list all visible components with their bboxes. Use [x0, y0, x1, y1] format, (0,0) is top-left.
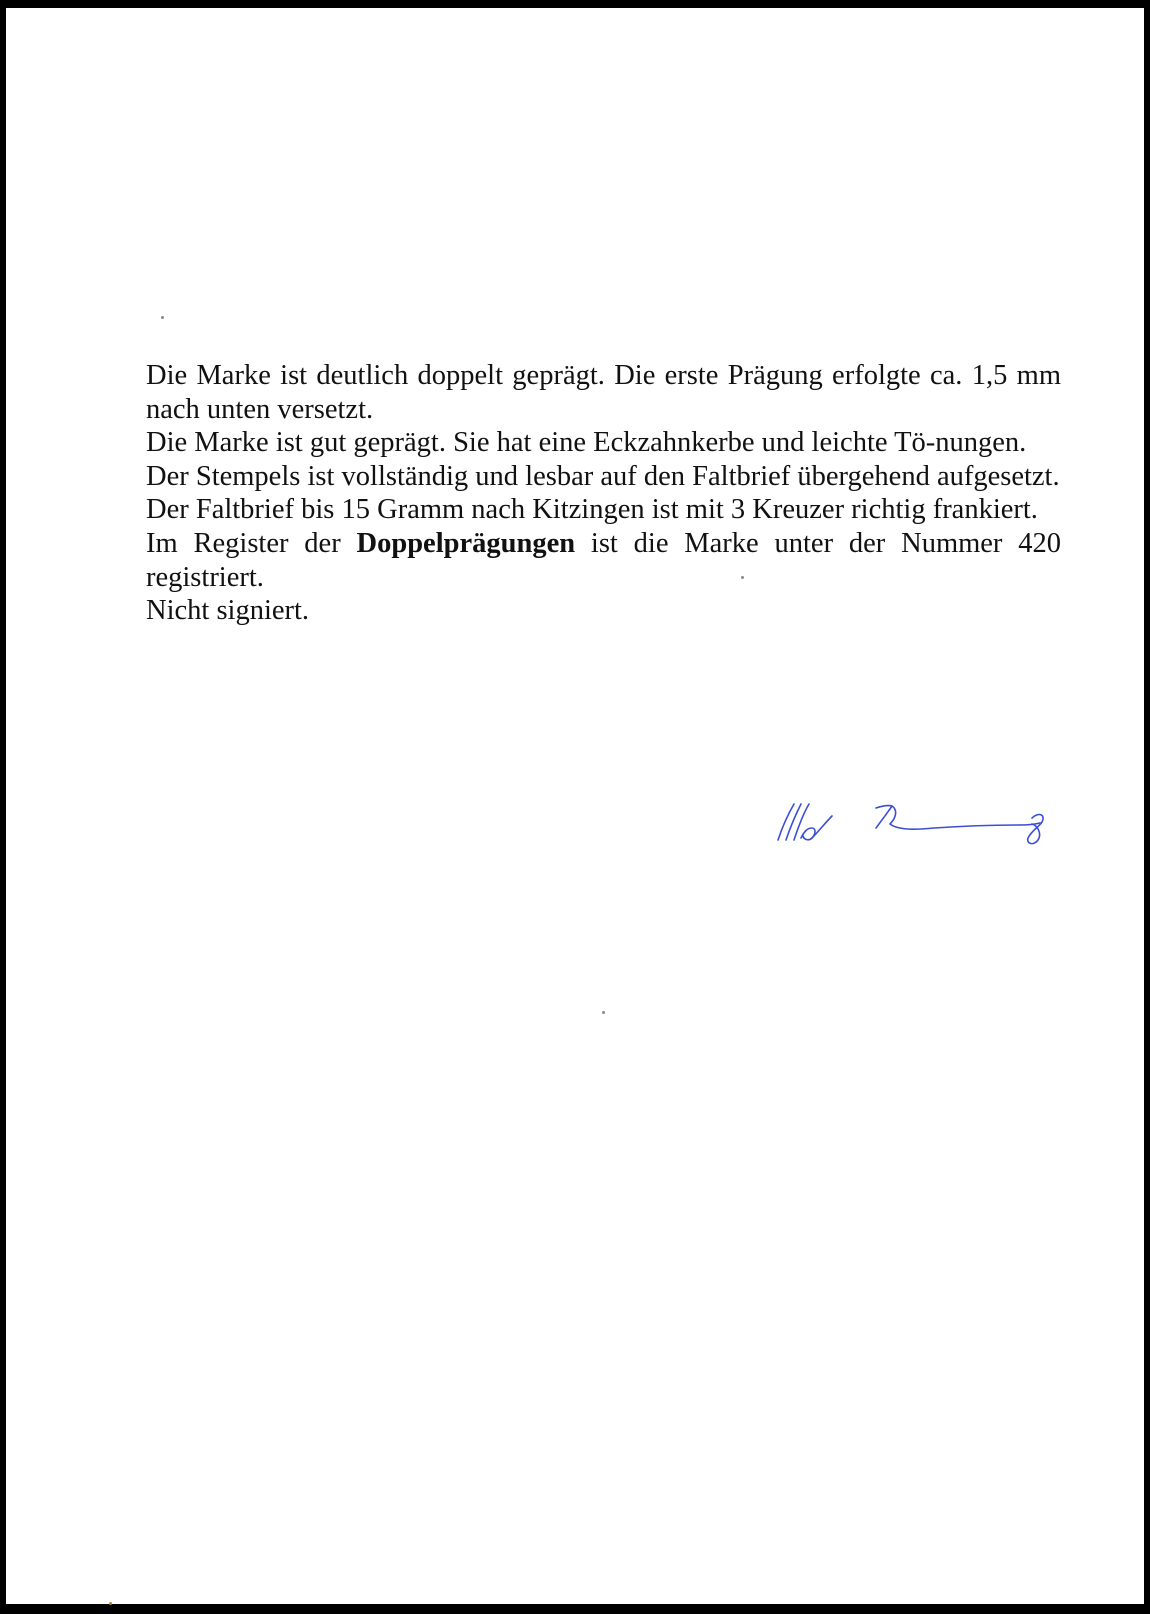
document-body	[146, 359, 1061, 628]
paragraph-double-embossing: Die Marke ist deutlich doppelt geprägt. Die erste Prägung erfolgte ca. 1,5 mm nach unten versetzt.	[146, 360, 1061, 425]
paper-speck	[602, 1011, 605, 1014]
paragraph-franking: Der Faltbrief bis 15 Gramm nach Kitzingen ist mit 3 Kreuzer richtig frankiert.	[146, 494, 1038, 526]
paper-speck	[741, 576, 744, 579]
paper-speck	[161, 316, 164, 319]
register-text-before: Im Register der	[146, 527, 357, 559]
paragraph-postmark: Der Stempels ist vollständig und lesbar auf den Faltbrief übergehend aufgesetzt.	[146, 460, 1060, 492]
paragraph-register	[146, 527, 1061, 594]
register-text-after: ist die Marke unter der Nummer 420 registriert.	[146, 527, 1061, 593]
register-bold-term: Doppelprägungen	[356, 527, 576, 559]
signature-strokes	[778, 804, 1043, 844]
paragraph-not-signed: Nicht signiert.	[146, 595, 310, 627]
handwritten-signature	[774, 794, 1074, 854]
paper-speck	[109, 1602, 112, 1605]
paragraph-embossing-quality: Die Marke ist gut geprägt. Sie hat eine Eckzahnkerbe und leichte Tö-nungen.	[146, 427, 1027, 459]
